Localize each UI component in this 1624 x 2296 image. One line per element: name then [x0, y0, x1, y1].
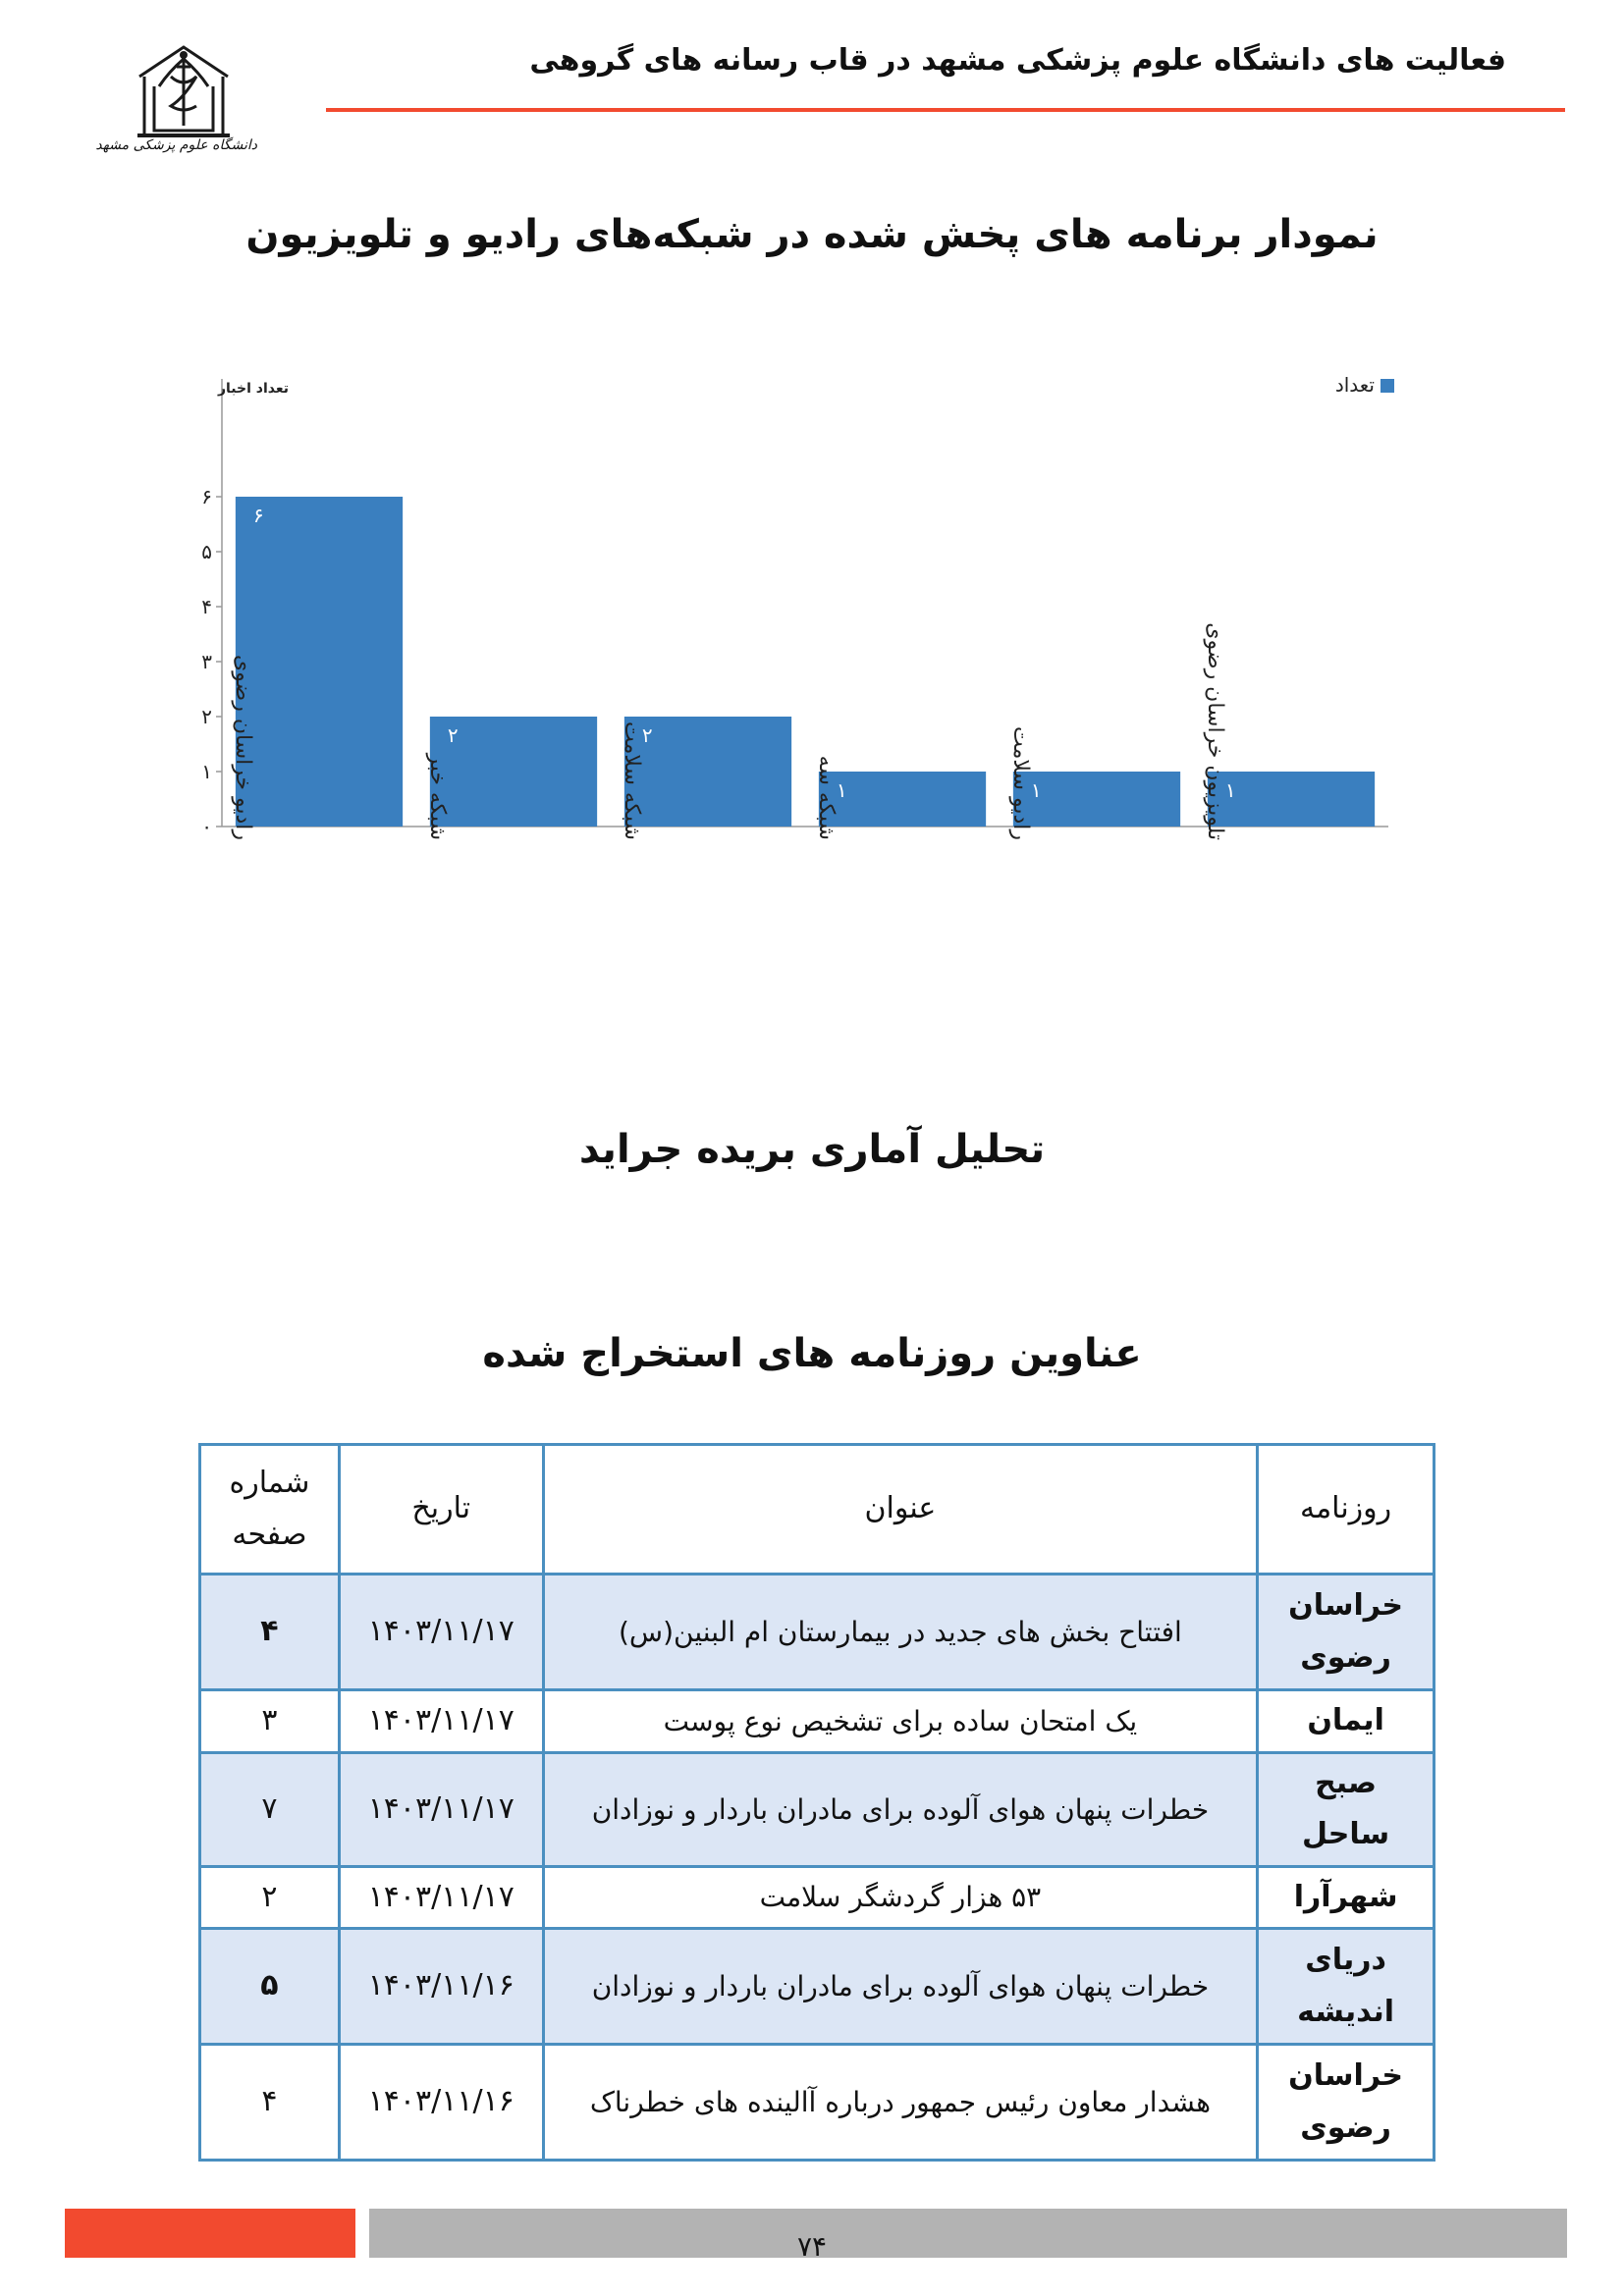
bar-value-label: ۶ — [252, 504, 264, 527]
bar-value-label: ۲ — [447, 723, 459, 747]
cell-newspaper: خراسان رضوی — [1258, 2045, 1435, 2161]
y-tick-label: ۶ — [201, 485, 212, 508]
logo-caption: دانشگاه علوم پزشکی مشهد — [95, 137, 257, 153]
newspaper-table — [198, 1443, 1435, 2162]
y-axis-label: تعداد اخبار — [217, 381, 290, 397]
bar — [236, 497, 403, 827]
cell-title: یک امتحان ساده برای تشخیص نوع پوست — [543, 1690, 1258, 1753]
table-row — [200, 1929, 1435, 2045]
cell-newspaper: ایمان — [1258, 1690, 1435, 1753]
table-row — [200, 2045, 1435, 2161]
x-category-label: شبکه خبر — [425, 753, 450, 840]
cell-page: ۴ — [200, 2045, 340, 2161]
y-tick-label: ۰ — [201, 815, 212, 838]
cell-newspaper: شهرآرا — [1258, 1866, 1435, 1929]
column-header-page: شماره صفحه — [200, 1445, 340, 1575]
table-row — [200, 1866, 1435, 1929]
cell-title: هشدار معاون رئیس جمهور درباره آالینده های خطرناک — [543, 2045, 1258, 2161]
cell-date: ۱۴۰۳/۱۱/۱۷ — [339, 1752, 543, 1866]
x-category-label: شبکه سلامت — [620, 721, 644, 840]
header-divider — [326, 108, 1565, 112]
cell-title: خطرات پنهان هوای آلوده برای مادران باردار و نوزادان — [543, 1752, 1258, 1866]
x-category-label: رادیو خراسان رضوی — [231, 654, 255, 840]
column-header-newspaper: روزنامه — [1258, 1445, 1435, 1575]
y-tick-label: ۲ — [201, 705, 212, 728]
y-tick-label: ۱ — [201, 760, 212, 783]
column-header-title: عنوان — [543, 1445, 1258, 1575]
cell-date: ۱۴۰۳/۱۱/۱۷ — [339, 1690, 543, 1753]
legend-swatch — [1380, 379, 1394, 393]
cell-date: ۱۴۰۳/۱۱/۱۷ — [339, 1866, 543, 1929]
cell-title: ۵۳ هزار گردشگر سلامت — [543, 1866, 1258, 1929]
cell-newspaper: دریای اندیشه — [1258, 1929, 1435, 2045]
cell-title: افتتاح بخش های جدید در بیمارستان ام البنین(س) — [543, 1575, 1258, 1690]
legend-label: تعداد — [1334, 373, 1375, 397]
y-tick-label: ۴ — [201, 595, 212, 618]
cell-newspaper: خراسان رضوی — [1258, 1575, 1435, 1690]
y-tick-label: ۳ — [201, 650, 212, 673]
table-header-row — [200, 1445, 1435, 1575]
y-tick-label: ۵ — [201, 540, 212, 563]
table-row — [200, 1575, 1435, 1690]
bar-value-label: ۱ — [1224, 778, 1236, 802]
newspaper-titles-heading: عناوین روزنامه های استخراج شده — [482, 1331, 1142, 1376]
x-category-label: رادیو سلامت — [1008, 726, 1033, 840]
x-category-label: تلویزیون خراسان رضوی — [1203, 622, 1227, 840]
cell-date: ۱۴۰۳/۱۱/۱۷ — [339, 1575, 543, 1690]
bar-chart — [0, 353, 1624, 1080]
press-analysis-heading: تحلیل آماری بریده جراید — [578, 1127, 1046, 1172]
cell-date: ۱۴۰۳/۱۱/۱۶ — [339, 1929, 543, 2045]
bar-value-label: ۱ — [1030, 778, 1042, 802]
cell-page: ۴ — [200, 1575, 340, 1690]
document-header-title: فعالیت های دانشگاه علوم پزشکی مشهد در قاب رسانه های گروهی — [529, 43, 1506, 78]
x-category-label: شبکه سه — [814, 755, 839, 840]
table-row — [200, 1690, 1435, 1753]
cell-page: ۷ — [200, 1752, 340, 1866]
bar-value-label: ۱ — [836, 778, 847, 802]
table-row — [200, 1752, 1435, 1866]
cell-page: ۲ — [200, 1866, 340, 1929]
page-number: ۷۴ — [796, 2230, 828, 2263]
bar-value-label: ۲ — [641, 723, 653, 747]
cell-page: ۵ — [200, 1929, 340, 2045]
cell-title: خطرات پنهان هوای آلوده برای مادران باردار و نوزادان — [543, 1929, 1258, 2045]
chart-heading: نمودار برنامه های پخش شده در شبکه‌های رادیو و تلویزیون — [245, 212, 1379, 257]
column-header-date: تاریخ — [339, 1445, 543, 1575]
cell-page: ۳ — [200, 1690, 340, 1753]
cell-date: ۱۴۰۳/۱۱/۱۶ — [339, 2045, 543, 2161]
cell-newspaper: صبح ساحل — [1258, 1752, 1435, 1866]
